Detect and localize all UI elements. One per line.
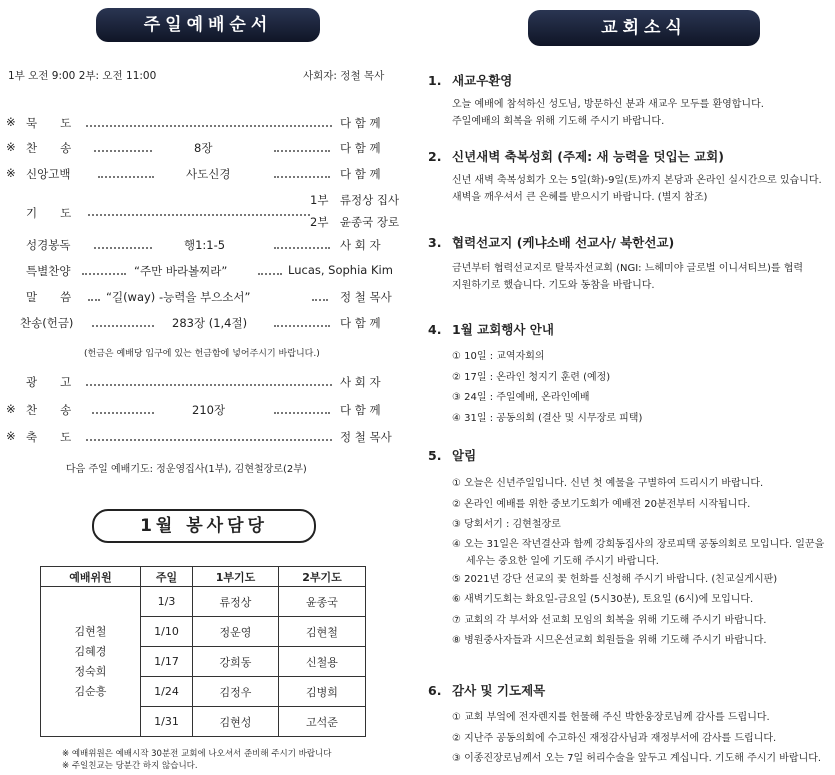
leader-dots: [274, 239, 330, 249]
order-who: 다 함 께: [340, 141, 381, 155]
order-mid: 사도신경: [186, 167, 231, 181]
section-list: [452, 474, 828, 652]
duty-p2: 신철용: [279, 647, 366, 677]
section-number: 2.: [428, 149, 442, 164]
order-who: 사 회 자: [340, 238, 381, 252]
leader-dots: [274, 142, 330, 152]
order-row: [6, 115, 402, 137]
section-body: [452, 172, 832, 206]
body-line: 주일예배의 회복을 위해 기도해 주시기 바랍니다.: [452, 116, 665, 127]
order-mid: 210장: [192, 403, 226, 417]
leader-dots: [86, 376, 332, 386]
body-line: 오늘 예배에 참석하신 성도님, 방문하신 분과 새교우 모두를 환영합니다.: [452, 99, 764, 110]
section-list: [452, 708, 828, 770]
list-item: ② 온라인 예배를 위한 중보기도회가 예배전 20분전부터 시작됩니다.: [452, 498, 751, 510]
order-mark: ※: [6, 115, 16, 129]
leader-dots: [94, 239, 152, 249]
section-title: [428, 147, 724, 165]
order-mid: 8장: [194, 141, 213, 155]
leader-dots: [274, 404, 330, 414]
order-item: 성경봉독: [26, 238, 71, 252]
duty-p2: 김현철: [279, 617, 366, 647]
duty-date: 1/17: [141, 647, 193, 677]
presider: 사회자: 정철 목사: [303, 70, 385, 82]
order-who: 1부 류정상 집사: [310, 193, 400, 207]
duty-title: 1월 봉사담당: [92, 509, 316, 543]
list-item: ③ 당회서기 : 김현철장로: [452, 519, 561, 530]
order-who: 다 함 께: [340, 403, 381, 417]
order-mid: “길(way) -능력을 부으소서”: [106, 290, 251, 304]
order-item: 말 씀: [26, 290, 72, 304]
order-row: [6, 166, 402, 188]
church-news-title: 교회소식: [528, 10, 760, 46]
list-item: ④ 오는 31일은 작년결산과 함께 강희동집사의 장로피택 공동의회로 모입니다. 일꾼을 세우는 중요한 일에 기도해 주시기 바랍니다.: [452, 538, 825, 567]
leader-dots: [274, 317, 330, 327]
order-item: 축 도: [26, 430, 72, 444]
leader-dots: [92, 404, 154, 414]
order-row: [6, 315, 402, 337]
order-who: 다 함 께: [340, 167, 381, 181]
section-title: [428, 681, 545, 699]
footnote: ※ 주일친교는 당분간 하지 않습니다.: [62, 761, 198, 771]
duty-date: 1/31: [141, 707, 193, 737]
duty-p2: 김병희: [279, 677, 366, 707]
order-item: 찬 송: [26, 403, 72, 417]
order-mid: 283장 (1,4절): [172, 316, 248, 330]
list-item: ② 17일 : 온라인 청지기 훈련 (예정): [452, 371, 611, 383]
duty-date: 1/24: [141, 677, 193, 707]
duty-date: 1/3: [141, 587, 193, 617]
leader-dots: [92, 317, 154, 327]
duty-p2: 윤종국: [279, 587, 366, 617]
duty-p1: 정운영: [193, 617, 279, 647]
order-who: 다 함 께: [340, 116, 381, 130]
committee-name: 김순흥: [74, 684, 107, 698]
list-item: ⑦ 교회의 각 부서와 선교회 모임의 회복을 위해 기도해 주시기 바랍니다.: [452, 614, 767, 626]
list-item: ③ 24일 : 주일예배, 온라인예배: [452, 392, 590, 403]
committee-name: 김현철: [74, 624, 107, 638]
footnote: ※ 예배위원은 예배시작 30분전 교회에 나오셔서 준비해 주시기 바랍니다: [62, 749, 332, 759]
order-who: 정 철 목사: [340, 430, 392, 444]
section-title: [428, 71, 512, 89]
order-mid: “주만 바라볼찌라”: [134, 264, 228, 278]
section-number: 5.: [428, 448, 442, 463]
leader-dots: [88, 206, 310, 216]
section-body: [452, 260, 822, 294]
order-row: [6, 140, 402, 162]
offering-note: (헌금은 예배당 입구에 있는 헌금함에 넣어주시기 바랍니다.): [84, 349, 320, 359]
order-mark: ※: [6, 166, 16, 180]
next-prayer: 다음 주일 예배기도: 정운영집사(1부), 김현철장로(2부): [66, 464, 307, 475]
section-heading: 감사 및 기도제목: [452, 683, 546, 698]
order-who-2: 2부 윤종국 장로: [310, 215, 400, 229]
order-mark: ※: [6, 429, 16, 443]
duty-p1: 김정우: [193, 677, 279, 707]
section-heading: 신년새벽 축복성회 (주제: 새 능력을 덧입는 교회): [452, 149, 724, 164]
leader-dots: [86, 431, 332, 441]
order-row: [6, 192, 402, 232]
section-title: [428, 446, 476, 464]
order-mark: ※: [6, 140, 16, 154]
list-item: ⑤ 2021년 강단 선교의 꽃 헌화를 신청해 주시기 바랍니다. (친교실게시판): [452, 573, 778, 585]
order-item: 기 도: [26, 206, 72, 220]
section-title: [428, 233, 674, 251]
list-item: ⑧ 병원중사자들과 시므온선교회 회원들을 위해 기도해 주시기 바랍니다.: [452, 635, 767, 646]
order-mid: 행1:1-5: [184, 238, 226, 252]
body-line: 금년부터 협력선교지로 탈북자선교회 (NGI: 느헤미야 글로벌 이니셔티브)를 협력: [452, 263, 804, 274]
section-body: [452, 96, 822, 130]
duty-table: [40, 566, 366, 737]
section-heading: 1월 교회행사 안내: [452, 322, 554, 337]
order-who: 정 철 목사: [340, 290, 392, 304]
order-item: 찬송(헌금): [20, 316, 74, 330]
duty-header: 주일: [141, 567, 193, 587]
duty-header: 1부기도: [193, 567, 279, 587]
committee-name: 정숙희: [74, 664, 107, 678]
table-row: [41, 587, 366, 617]
order-item: 신앙고백: [26, 167, 71, 181]
committee-name: 김혜경: [74, 644, 107, 658]
leader-dots: [312, 291, 328, 301]
list-item: ① 오늘은 신년주일입니다. 신년 첫 예물을 구별하여 드리시기 바랍니다.: [452, 478, 764, 489]
duty-p1: 강희동: [193, 647, 279, 677]
order-item: 찬 송: [26, 141, 72, 155]
duty-date: 1/10: [141, 617, 193, 647]
list-item: ⑥ 새벽기도회는 화요일-금요일 (5시30분), 토요일 (6시)에 모입니다.: [452, 594, 754, 605]
duty-p1: 김현성: [193, 707, 279, 737]
list-item: ③ 이종진장로님께서 오는 7일 허리수술을 앞두고 계십니다. 기도해 주시기 바랍니다.: [452, 753, 822, 764]
order-who: 다 함 께: [340, 316, 381, 330]
order-row: [6, 402, 402, 424]
leader-dots: [258, 265, 282, 275]
body-line: 새벽을 깨우셔서 큰 은혜를 받으시기 바랍니다. (별지 참조): [452, 192, 708, 203]
section-number: 6.: [428, 683, 442, 698]
duty-p2: 고석준: [279, 707, 366, 737]
worship-order-title: 주일예배순서: [96, 8, 320, 42]
order-row: [6, 429, 402, 451]
order-row: [6, 374, 402, 396]
section-number: 3.: [428, 235, 442, 250]
list-item: ② 지난주 공동의회에 수고하신 재정감사님과 재정부서에 감사를 드립니다.: [452, 732, 777, 744]
duty-header: 2부기도: [279, 567, 366, 587]
order-mark: ※: [6, 402, 16, 416]
order-item: 묵 도: [26, 116, 72, 130]
duty-header: 예배위원: [41, 567, 141, 587]
section-title: [428, 320, 554, 338]
section-number: 1.: [428, 73, 442, 88]
leader-dots: [274, 168, 330, 178]
body-line: 지원하기로 했습니다. 기도와 동참을 바랍니다.: [452, 280, 655, 291]
duty-committee: [41, 587, 141, 737]
leader-dots: [82, 265, 126, 275]
body-line: 신년 새벽 축복성회가 오는 5일(화)-9일(토)까지 본당과 온라인 실시간으로 있습니다.: [452, 175, 822, 186]
list-item: ① 교회 부엌에 전자렌지를 헌물해 주신 박한웅장로님께 감사를 드립니다.: [452, 712, 770, 723]
section-heading: 협력선교지 (케냐소배 선교사/ 북한선교): [452, 235, 675, 250]
leader-dots: [86, 117, 332, 127]
order-who: Lucas, Sophia Kim: [288, 263, 393, 277]
leader-dots: [98, 168, 154, 178]
section-heading: 새교우환영: [452, 73, 513, 88]
leader-dots: [94, 142, 152, 152]
service-times: 1부 오전 9:00 2부: 오전 11:00: [8, 70, 157, 82]
section-list: [452, 347, 828, 429]
order-item: 특별찬양: [26, 264, 71, 278]
order-row: [6, 237, 402, 259]
order-who: 사 회 자: [340, 375, 381, 389]
list-item: ① 10일 : 교역자회의: [452, 351, 545, 362]
order-row: [6, 289, 402, 311]
leader-dots: [88, 291, 100, 301]
duty-p1: 류정상: [193, 587, 279, 617]
section-number: 4.: [428, 322, 442, 337]
order-item: 광 고: [26, 375, 72, 389]
list-item: ④ 31일 : 공동의회 (결산 및 시무장로 피택): [452, 412, 643, 424]
section-heading: 알림: [452, 448, 477, 463]
order-row: [6, 263, 402, 285]
